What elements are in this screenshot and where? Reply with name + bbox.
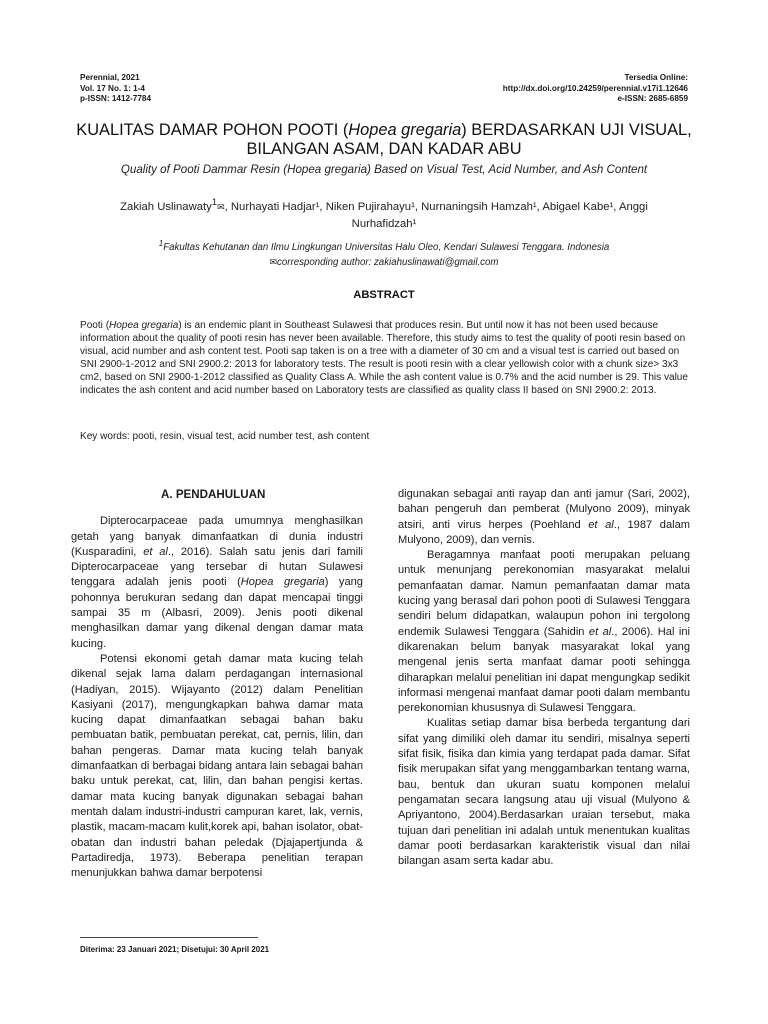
- journal-pissn: p-ISSN: 1412-7784: [80, 94, 151, 104]
- envelope-icon: ✉: [269, 257, 278, 268]
- footnote-divider: [80, 937, 258, 938]
- keywords: Key words: pooti, resin, visual test, acid number test, ash content: [80, 431, 370, 442]
- paragraph: Beragamnya manfaat pooti merupakan peluang untuk menunjang perekonomian masyarakat melalui pemanfaatan damar. Namun pemanfaatan damar mata kucing yang berasal dari pohon pooti di Sulawesi Tenggara sendiri belum didapatkan, walaupun pohon ini tergolong endemik Sulawesi Tenggara (Sahidin et al., 2006). Hal ini dikarenakan belum banyak masyarakat lokal yang mengenal jenis serta manfaat damar pooti sehingga diharapkan melalui penelitian ini dapat mengungkap sedikit informasi mengenai manfaat damar pooti dalam membantu perekonomian khususnya di Sulawesi Tenggara.: [398, 549, 690, 715]
- online-info: [503, 73, 688, 105]
- section-heading: A. PENDAHULUAN: [161, 488, 266, 501]
- affiliation-text: Fakultas Kehutanan dan Ilmu Lingkungan Universitas Halu Oleo, Kendari Sulawesi Tenggara. Indonesia: [163, 242, 610, 254]
- doi-link[interactable]: http://dx.doi.org/10.24259/perennial.v17i1.12646: [502, 83, 688, 93]
- author-others: , Nurhayati Hadjar¹, Niken Pujirahayu¹, Nurnaningsih Hamzah¹, Abigael Kabe¹, Anggi Nurhafidzah¹: [224, 200, 648, 230]
- paper-subtitle: Quality of Pooti Dammar Resin (Hopea gregaria) Based on Visual Test, Acid Number, and Ash Content: [120, 163, 648, 176]
- author-list: Zakiah Uslinawaty$^1$✉, Nurhayati Hadjar¹, Niken Pujirahayu¹, Nurnaningsih Hamzah¹, Abigael Kabe¹, Anggi Nurhafidzah¹: [120, 196, 648, 230]
- abstract-heading: ABSTRACT: [353, 289, 415, 301]
- left-column: [71, 487, 363, 881]
- journal-eissn: e-ISSN: 2685-6859: [617, 94, 688, 104]
- paragraph: digunakan sebagai anti rayap dan anti jamur (Sari, 2002), bahan pengeruh dan pemberat (Mulyono 2009), minyak atsiri, anti virus herpes (Poehland et al., 1987 dalam Mulyono, 2009), dan vernis.: [398, 488, 690, 546]
- journal-volume: Vol. 17 No. 1: 1-4: [80, 83, 145, 93]
- corresponding-email[interactable]: corresponding author: zakiahuslinawati@gmail.com: [277, 257, 499, 269]
- paragraph: Potensi ekonomi getah damar mata kucing telah dikenal sejak lama dalam perdagangan internasional (Hadiyan, 2015). Wijayanto (2012) dalam Penelitian Kasiyani (2017), mengungkapkan bahwa damar mata kucing dapat dimanfaatkan sebagai bahan baku pembuatan batik, pembuatan perekat, cat, pernis, lilin, dan bahan pengeras. Damar mata kucing telah banyak dimanfaatkan di berbagai bidang antara lain sebagai bahan baku untuk perekat, cat, lilin, dan bahan pengisi kertas. damar mata kucing banyak digunakan sebagai bahan mentah dalam industri-industri campuran karet, lak, vernis, plastik, macam-macam kulit,korek api, bahan isolator, obat-obatan dan industri bahan peledak (Djajapertjunda & Partadiredja, 1973). Beberapa penelitian terapan menunjukkan bahwa damar berpotensi: [71, 652, 363, 880]
- journal-info: [80, 73, 151, 105]
- journal-name: Perennial, 2021: [80, 73, 140, 82]
- author-corresponding: Zakiah Uslinawaty: [120, 200, 212, 213]
- affiliation: $^1$Fakultas Kehutanan dan Ilmu Lingkungan Universitas Halu Oleo, Kendari Sulawesi Tenggara. Indonesia ✉corresponding author: zakiahuslinawati@gmail.com: [158, 239, 610, 269]
- envelope-icon: ✉: [217, 201, 225, 212]
- paragraph: Kualitas setiap damar bisa berbeda tergantung dari sifat yang dimiliki oleh damar itu sendiri, misalnya seperti sifat fisik, fisika dan kimia yang terdapat pada damar. Sifat fisik merupakan sifat yang menggambarkan tentang warna, bau, bentuk dan ukuran suatu komponen melalui pengamatan secara langsung atau uji visual (Mulyono & Apriyantono, 2004).Berdasarkan uraian tersebut, maka tujuan dari penelitian ini adalah untuk menentukan kualitas damar pooti berdasarkan karakteristik visual dan nilai bilangan asam serta kadar abu.: [398, 717, 690, 868]
- title-species: Hopea gregaria: [348, 121, 462, 139]
- abstract-text: Pooti (Hopea gregaria) is an endemic plant in Southeast Sulawesi that produces resin. But until now it has not been used because information about the quality of pooti resin has never been available. Therefore, this study aims to test the quality of pooti resin based on visual, acid number and ash content test. Pooti sap taken is on a tree with a diameter of 30 cm and a visual test is carried out based on SNI 2900-1-2012 and SNI 2900.2: 2013 for laboratory tests. The result is pooti resin with a clear yellowish color with a chunk size> 3x3 cm2, based on SNI 2900-1-2012 classified as Quality Class A. While the ash content value is 0.7% and the acid number is 29. This value indicates the ash content and acid number based on Laboratory tests are classified as quality class II based on SNI 2900.2: 2013.: [80, 320, 688, 396]
- online-label: Tersedia Online:: [624, 73, 688, 82]
- footnote-dates: Diterima: 23 Januari 2021; Disetujui: 30 April 2021: [80, 945, 270, 954]
- paragraph: Dipterocarpaceae pada umumnya menghasilkan getah yang banyak dimanfaatkan di dunia industri (Kusparadini, et al., 2016). Salah satu jenis dari famili Dipterocarpaceae yang tersebar di hutan Sulawesi tenggara adalah jenis pooti (Hopea gregaria) yang pohonnya berukuran sedang dan dapat mencapai tinggi sampai 35 m (Albasri, 2009). Jenis pooti dikenal menghasilkan damar yang dikenal dengan damar mata kucing.: [71, 515, 363, 650]
- paper-title: KUALITAS DAMAR POHON POOTI (Hopea gregaria) BERDASARKAN UJI VISUAL, BILANGAN ASAM, DAN KADAR ABU: [76, 121, 692, 158]
- right-column: [398, 487, 690, 869]
